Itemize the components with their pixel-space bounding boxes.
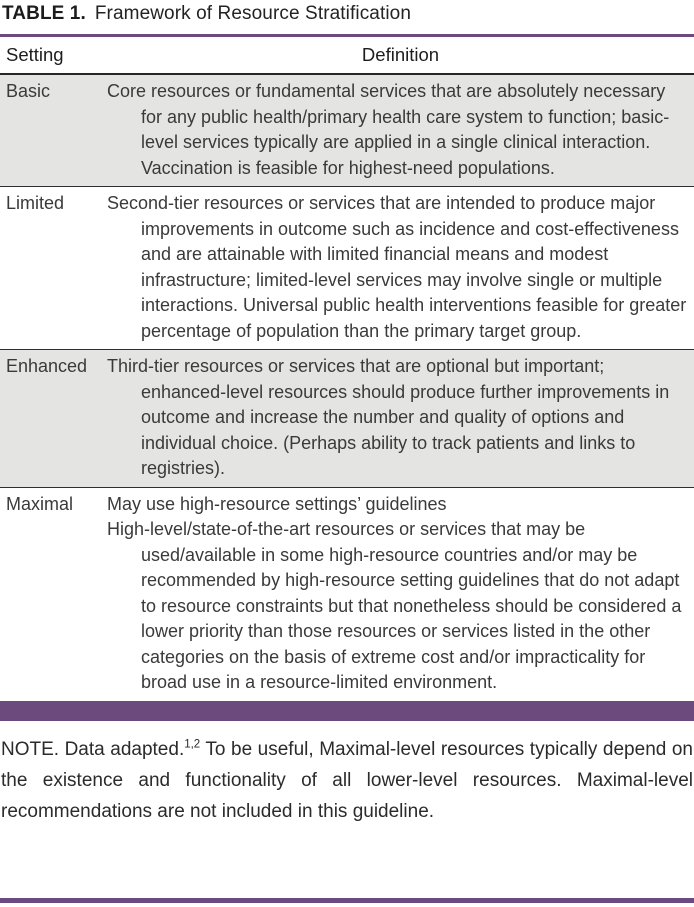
definition-text: May use high-resource settings’ guidelines bbox=[107, 493, 447, 514]
definition-cell bbox=[107, 79, 694, 181]
table-footnote bbox=[0, 734, 694, 827]
table-row-limited bbox=[0, 187, 694, 350]
table-row-maximal bbox=[0, 488, 694, 701]
setting-cell: Maximal bbox=[6, 493, 74, 514]
definition-text: High-level/state-of-the-art resources or services that may be used/available in some high-resource countries and/or may be recommended by high-resource setting guidelines that do not adapt to resource constraints but that nonetheless should be considered a lower priority than those resources or services listed in the other categories on the basis of extreme cost and/or impracticality for broad use in a resource-limited environment. bbox=[107, 519, 682, 692]
setting-cell: Limited bbox=[6, 193, 65, 213]
footnote-prefix: NOTE. Data adapted. bbox=[1, 738, 185, 760]
setting-cell: Enhanced bbox=[6, 356, 88, 376]
definition-cell bbox=[107, 492, 694, 696]
table-title bbox=[0, 3, 694, 25]
table-number-label: TABLE 1. bbox=[2, 3, 86, 24]
bottom-table-accent-bar bbox=[0, 701, 694, 721]
definition-text: Second-tier resources or services that are intended to produce major improvements in outcome such as incidence and cost-effectiveness and are attainable with limited financial means and modest infrastructure; limited-level services may involve single or multiple interactions. Universal public health interventions feasible for greater percentage of population than the primary target group. bbox=[107, 193, 687, 341]
definition-text: Third-tier resources or services that are optional but important; enhanced-level resources should produce further improvements in outcome and increase the number and quality of options and individual choice. (Perhaps ability to track patients and links to registries). bbox=[107, 356, 670, 478]
table-title-text: Framework of Resource Stratification bbox=[94, 3, 411, 24]
footnote-citation-superscript: 1,2 bbox=[184, 738, 201, 751]
definition-cell bbox=[107, 191, 694, 344]
header-definition: Definition bbox=[361, 44, 440, 65]
definition-cell bbox=[107, 354, 694, 482]
setting-cell: Basic bbox=[6, 81, 51, 101]
footnote-body: To be useful, Maximal-level resources typically depend on the existence and functionality of all lower-level resources. Maximal-level recommendations are not included in this guideline. bbox=[1, 738, 693, 822]
table-row-basic bbox=[0, 75, 694, 187]
definition-text: Core resources or fundamental services that are absolutely necessary for any public health/primary health care system to function; basic-level services typically are applied in a single clinical interaction. Vaccination is feasible for highest-need populations. bbox=[107, 81, 670, 178]
table-row-enhanced bbox=[0, 350, 694, 488]
header-setting: Setting bbox=[6, 44, 64, 65]
table-header-row bbox=[0, 37, 694, 75]
bottom-accent-rule bbox=[0, 898, 694, 903]
